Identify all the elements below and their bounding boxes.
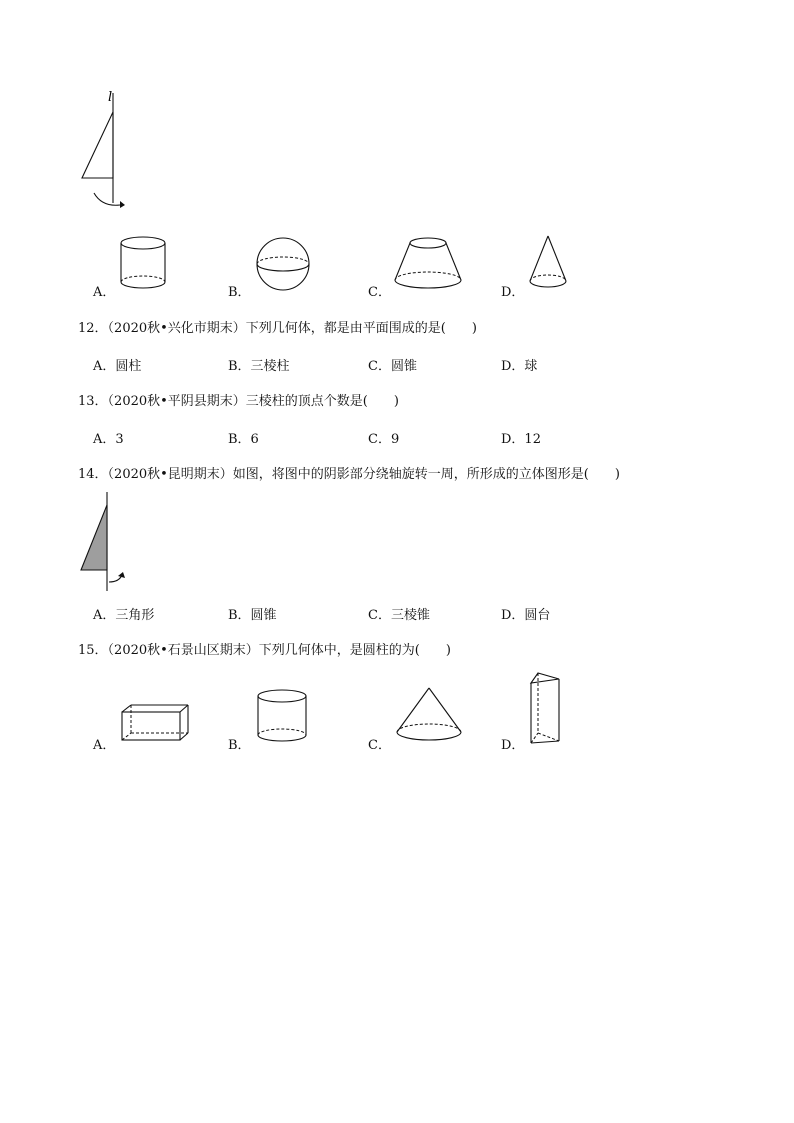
q14-option-b[interactable]: B．圆锥 — [228, 608, 277, 623]
cylinder-icon[interactable] — [255, 687, 309, 745]
q11-option-b-letter[interactable]: B． — [228, 285, 251, 300]
frustum-icon[interactable] — [392, 234, 464, 292]
q14-option-a[interactable]: A．三角形 — [93, 608, 155, 623]
q11-option-a-letter[interactable]: A． — [93, 285, 116, 300]
q14-option-c[interactable]: C．三棱锥 — [368, 608, 430, 623]
rotation-arrow — [94, 193, 120, 205]
q15-option-d-letter[interactable]: D． — [501, 738, 525, 753]
q11-option-d-letter[interactable]: D． — [501, 285, 525, 300]
triangular-prism-icon[interactable] — [528, 671, 564, 747]
cuboid-icon[interactable] — [120, 703, 190, 743]
q15-stem: 15．（2020秋•石景山区期末）下列几何体中，是圆柱的为( ) — [78, 643, 451, 658]
q12-option-c[interactable]: C．圆锥 — [368, 359, 417, 374]
cylinder-icon[interactable] — [118, 234, 168, 292]
arrow-head — [120, 201, 125, 208]
triangle-shape — [82, 112, 113, 178]
q12-option-d[interactable]: D．球 — [501, 359, 538, 374]
q13-option-a[interactable]: A．3 — [93, 432, 124, 447]
q13-option-d[interactable]: D．12 — [501, 432, 541, 447]
q14-stem: 14．（2020秋•昆明期末）如图，将图中的阴影部分绕轴旋转一周，所形成的立体图形是( ) — [78, 467, 620, 482]
q14-rotation-figure — [72, 490, 132, 595]
q12-option-a[interactable]: A．圆柱 — [93, 359, 142, 374]
q11-rotation-figure — [70, 85, 140, 215]
q13-option-b[interactable]: B．6 — [228, 432, 259, 447]
q13-stem: 13．（2020秋•平阴县期末）三棱柱的顶点个数是( ) — [78, 394, 399, 409]
q14-option-d[interactable]: D．圆台 — [501, 608, 551, 623]
cone-icon[interactable] — [394, 686, 464, 744]
q12-stem: 12．（2020秋•兴化市期末）下列几何体，都是由平面围成的是( ) — [78, 321, 477, 336]
q15-option-a-letter[interactable]: A． — [93, 738, 116, 753]
q12-option-b[interactable]: B．三棱柱 — [228, 359, 290, 374]
q15-option-c-letter[interactable]: C． — [368, 738, 391, 753]
q13-option-c[interactable]: C．9 — [368, 432, 400, 447]
q15-option-b-letter[interactable]: B． — [228, 738, 251, 753]
cone-icon[interactable] — [527, 234, 571, 292]
shaded-triangle — [81, 505, 107, 570]
sphere-icon[interactable] — [255, 238, 311, 294]
q11-option-c-letter[interactable]: C． — [368, 285, 391, 300]
axis-label: l — [108, 90, 113, 105]
